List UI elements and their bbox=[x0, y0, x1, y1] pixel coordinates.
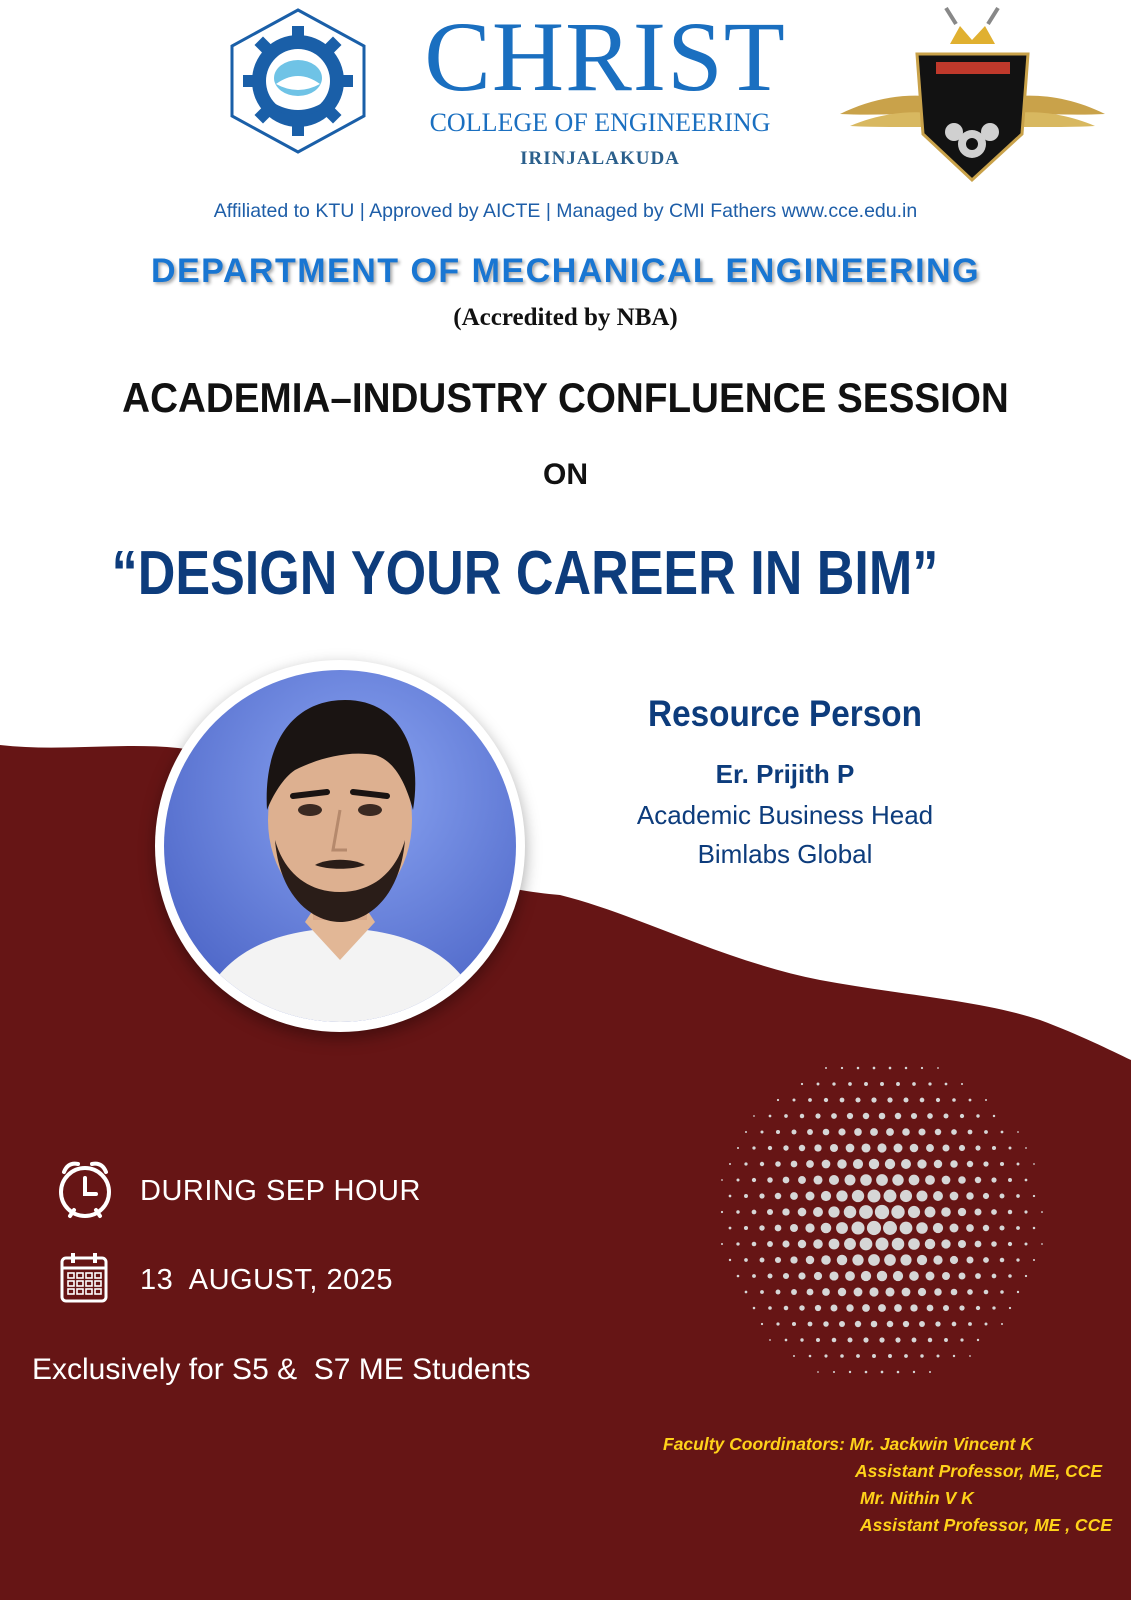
resource-person-organization: Bimlabs Global bbox=[697, 839, 873, 869]
resource-person-heading: Resource Person bbox=[648, 693, 922, 734]
event-type: ACADEMIA–INDUSTRY CONFLUENCE SESSION bbox=[122, 374, 1009, 421]
department-name: DEPARTMENT OF MECHANICAL ENGINEERING bbox=[150, 252, 981, 290]
speaker-photo bbox=[155, 660, 525, 1032]
coordinator-line-4: Assistant Professor, ME , CCE bbox=[860, 1515, 1112, 1535]
accreditation: (Accredited by NBA) bbox=[453, 304, 678, 331]
speaker-portrait bbox=[155, 660, 525, 1032]
resource-person-name: Er. Prijith P bbox=[715, 759, 855, 789]
affiliation-line: Affiliated to KTU | Approved by AICTE | Managed by CMI Fathers www.cce.edu.in bbox=[213, 200, 918, 222]
alarm-clock-icon bbox=[56, 1158, 114, 1220]
halftone-dots-decoration bbox=[690, 1020, 1110, 1410]
calendar-icon bbox=[59, 1250, 109, 1304]
association-logo bbox=[840, 4, 1105, 184]
event-time: DURING SEP HOUR bbox=[140, 1175, 421, 1207]
event-date: 13 AUGUST, 2025 bbox=[140, 1264, 394, 1296]
gear-icon bbox=[243, 26, 353, 136]
event-audience: Exclusively for S5 & S7 ME Students bbox=[32, 1353, 531, 1386]
college-logo bbox=[226, 6, 371, 156]
coordinator-line-1: Faculty Coordinators: Mr. Jackwin Vincent K bbox=[663, 1434, 1033, 1454]
college-subtitle: COLLEGE OF ENGINEERING bbox=[429, 108, 771, 137]
college-place: IRINJALAKUDA bbox=[520, 148, 680, 169]
event-topic: “DESIGN YOUR CAREER IN BIM” bbox=[111, 539, 939, 608]
event-connector: ON bbox=[543, 458, 588, 491]
coordinator-line-3: Mr. Nithin V K bbox=[860, 1488, 974, 1508]
college-name: CHRIST bbox=[424, 1, 786, 112]
resource-person-role: Academic Business Head bbox=[636, 800, 934, 830]
coordinator-line-2: Assistant Professor, ME, CCE bbox=[855, 1461, 1103, 1481]
